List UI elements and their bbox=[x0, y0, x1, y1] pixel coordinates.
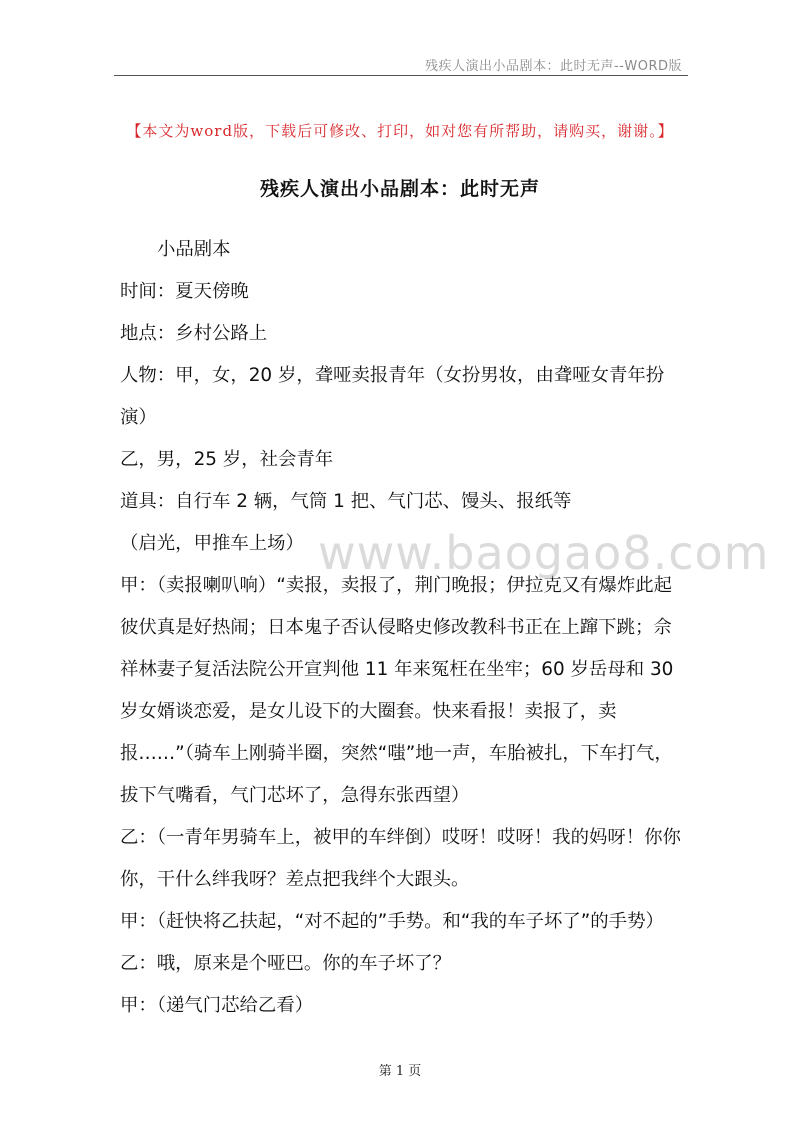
paragraph-props: 道具：自行车 2 辆，气筒 1 把、气门芯、馒头、报纸等 bbox=[120, 491, 572, 512]
header-divider bbox=[114, 75, 688, 76]
dialogue-line: 甲：（卖报喇叭响）“卖报，卖报了，荆门晚报；伊拉克又有爆炸此起彼伏真是好热闹；日本鬼子否认侵略史修改教科书正在上蹿下跳；佘祥林妻子复活法院公开宣判他 11 年来冤枉在坐牢；60 岁岳母和 30 岁女婿谈恋爱，是女儿设下的大圈套。快来看报！卖报了，卖报……”（骑车上刚骑半圈，突然“嗤”地一声，车胎被扎，下车打气，拔下气嘴看，气门芯坏了，急得东张西望） bbox=[120, 575, 674, 806]
paragraph-character-b: 乙，男，25 岁，社会青年 bbox=[120, 449, 334, 470]
paragraph-time: 时间：夏天傍晚 bbox=[120, 281, 249, 302]
stage-direction: （启光，甲推车上场） bbox=[120, 533, 304, 554]
watermark: www.baogao8.com bbox=[318, 526, 770, 580]
paragraph-location: 地点：乡村公路上 bbox=[120, 323, 268, 344]
page-number: 第 1 页 bbox=[378, 1064, 422, 1079]
paragraph-genre: 小品剧本 bbox=[157, 239, 231, 260]
paragraph-characters: 人物：甲，女，20 岁，聋哑卖报青年（女扮男妆，由聋哑女青年扮演） bbox=[120, 365, 665, 428]
dialogue-line: 乙：哦，原来是个哑巴。你的车子坏了？ bbox=[120, 953, 452, 974]
dialogue-line: 乙：（一青年男骑车上，被甲的车绊倒）哎呀！哎呀！我的妈呀！你你你，干什么绊我呀？差点把我绊个大跟头。 bbox=[120, 827, 681, 890]
download-notice: 【本文为word版，下载后可修改、打印，如对您有所帮助，请购买，谢谢。】 bbox=[126, 122, 674, 140]
document-body bbox=[120, 229, 690, 1027]
dialogue-line: 甲：（赶快将乙扶起，“对不起的”手势。和“我的车子坏了”的手势） bbox=[120, 911, 664, 932]
dialogue-line: 甲：（递气门芯给乙看） bbox=[120, 995, 314, 1016]
document-title: 残疾人演出小品剧本：此时无声 bbox=[259, 178, 540, 200]
page-header: 残疾人演出小品剧本：此时无声--WORD版 bbox=[424, 59, 682, 74]
